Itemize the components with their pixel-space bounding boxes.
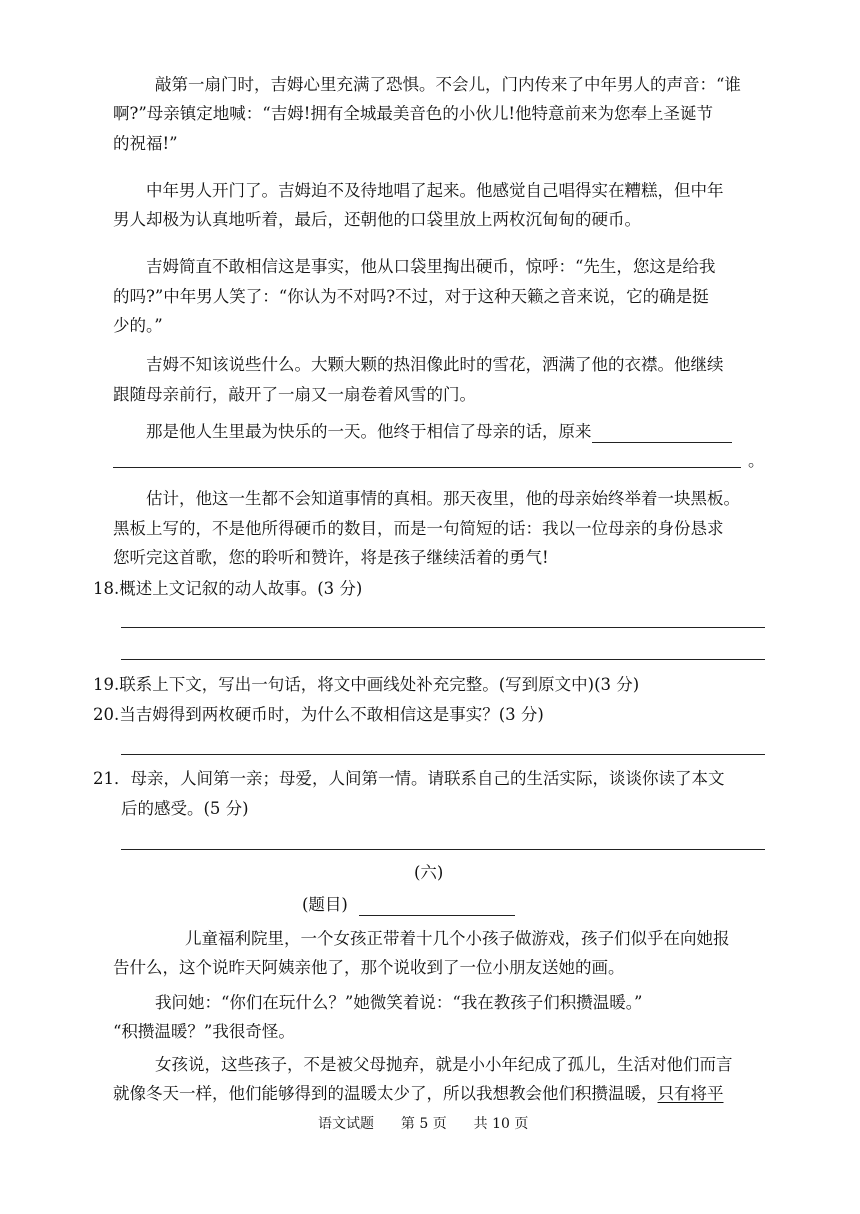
s6-p2-line2: “积攒温暖？”我很奇怪。: [113, 1022, 295, 1041]
s6-p3-text: 就像冬天一样，他们能够得到的温暖太少了，所以我想教会他们积攒温暖，: [113, 1084, 658, 1103]
footer-total: 共 10 页: [473, 1116, 529, 1132]
story-p6-line3: 您听完这首歌，您的聆听和赞许，将是孩子继续活着的勇气!: [113, 548, 549, 567]
title-blank[interactable]: [359, 897, 515, 916]
footer-page: 第 5 页: [400, 1116, 447, 1132]
question-21-line1: 21．母亲，人间第一亲；母爱，人间第一情。请联系自己的生活实际，谈谈你读了本文: [93, 769, 725, 788]
story-p6-line1: 估计，他这一生都不会知道事情的真相。那天夜里，他的母亲始终举着一块黑板。: [146, 489, 740, 508]
story-p1-line1: 敲第一扇门时，吉姆心里充满了恐惧。不会儿，门内传来了中年男人的声音：“谁: [155, 75, 741, 94]
story-p4-line1: 吉姆不知该说些什么。大颗大颗的热泪像此时的雪花，洒满了他的衣襟。他继续: [146, 355, 724, 374]
fill-in-blank-start[interactable]: [592, 424, 732, 443]
s6-p2-line1: 我问她：“你们在玩什么？”她微笑着说：“我在教孩子们积攒温暖。”: [155, 993, 643, 1012]
answer-line-21[interactable]: [121, 849, 765, 850]
title-prompt: [302, 894, 515, 916]
answer-line-18a[interactable]: [121, 627, 765, 628]
story-p1-line3: 的祝福!”: [113, 134, 178, 153]
story-p5-period: 。: [748, 451, 765, 470]
answer-line-18b[interactable]: [121, 659, 765, 660]
story-p3-line2: 的吗?”中年男人笑了：“你认为不对吗?不过，对于这种天籁之音来说，它的确是挺: [113, 287, 709, 306]
question-19: 19.联系上下文，写出一句话，将文中画线处补充完整。(写到原文中)(3 分): [93, 675, 640, 694]
story-p5-text: 那是他人生里最为快乐的一天。他终于相信了母亲的话，原来: [146, 422, 592, 441]
footer-subject: 语文试题: [318, 1116, 374, 1132]
fill-in-blank-line[interactable]: [113, 467, 741, 468]
s6-p3-line2: [113, 1083, 724, 1105]
s6-p1-line1: 儿童福利院里，一个女孩正带着十几个小孩子做游戏，孩子们似乎在向她报: [185, 929, 730, 948]
page-footer: [318, 1113, 528, 1135]
answer-line-20[interactable]: [121, 754, 765, 755]
question-18: 18.概述上文记叙的动人故事。(3 分): [93, 579, 363, 598]
s6-p1-line2: 告什么，这个说昨天阿姨亲他了，那个说收到了一位小朋友送她的画。: [113, 958, 625, 977]
question-21-line2: 后的感受。(5 分): [121, 799, 249, 818]
story-p4-line2: 跟随母亲前行，敲开了一扇又一扇卷着风雪的门。: [113, 385, 476, 404]
s6-p3-line1: 女孩说，这些孩子，不是被父母抛弃，就是小小年纪成了孤儿，生活对他们而言: [155, 1055, 733, 1074]
story-p3-line1: 吉姆简直不敢相信这是事实，他从口袋里掏出硬币，惊呼：“先生，您这是给我: [146, 257, 716, 276]
story-p1-line2: 啊?”母亲镇定地喊：“吉姆!拥有全城最美音色的小伙儿!他特意前来为您奉上圣诞节: [113, 104, 713, 123]
story-p6-line2: 黑板上写的，不是他所得硬币的数目，而是一句简短的话：我以一位母亲的身份恳求: [113, 519, 724, 538]
title-label: (题目): [302, 895, 348, 914]
story-p2-line2: 男人却极为认真地听着，最后，还朝他的口袋里放上两枚沉甸甸的硬币。: [113, 210, 641, 229]
s6-p3-underlined: 只有将平: [657, 1084, 724, 1103]
section-heading: (六): [414, 863, 444, 882]
question-20: 20.当吉姆得到两枚硬币时，为什么不敢相信这是事实？(3 分): [93, 705, 544, 724]
story-p5-line1: [146, 421, 732, 443]
story-p2-line1: 中年男人开门了。吉姆迫不及待地唱了起来。他感觉自己唱得实在糟糕，但中年: [146, 181, 724, 200]
story-p3-line3: 少的。”: [113, 316, 163, 335]
